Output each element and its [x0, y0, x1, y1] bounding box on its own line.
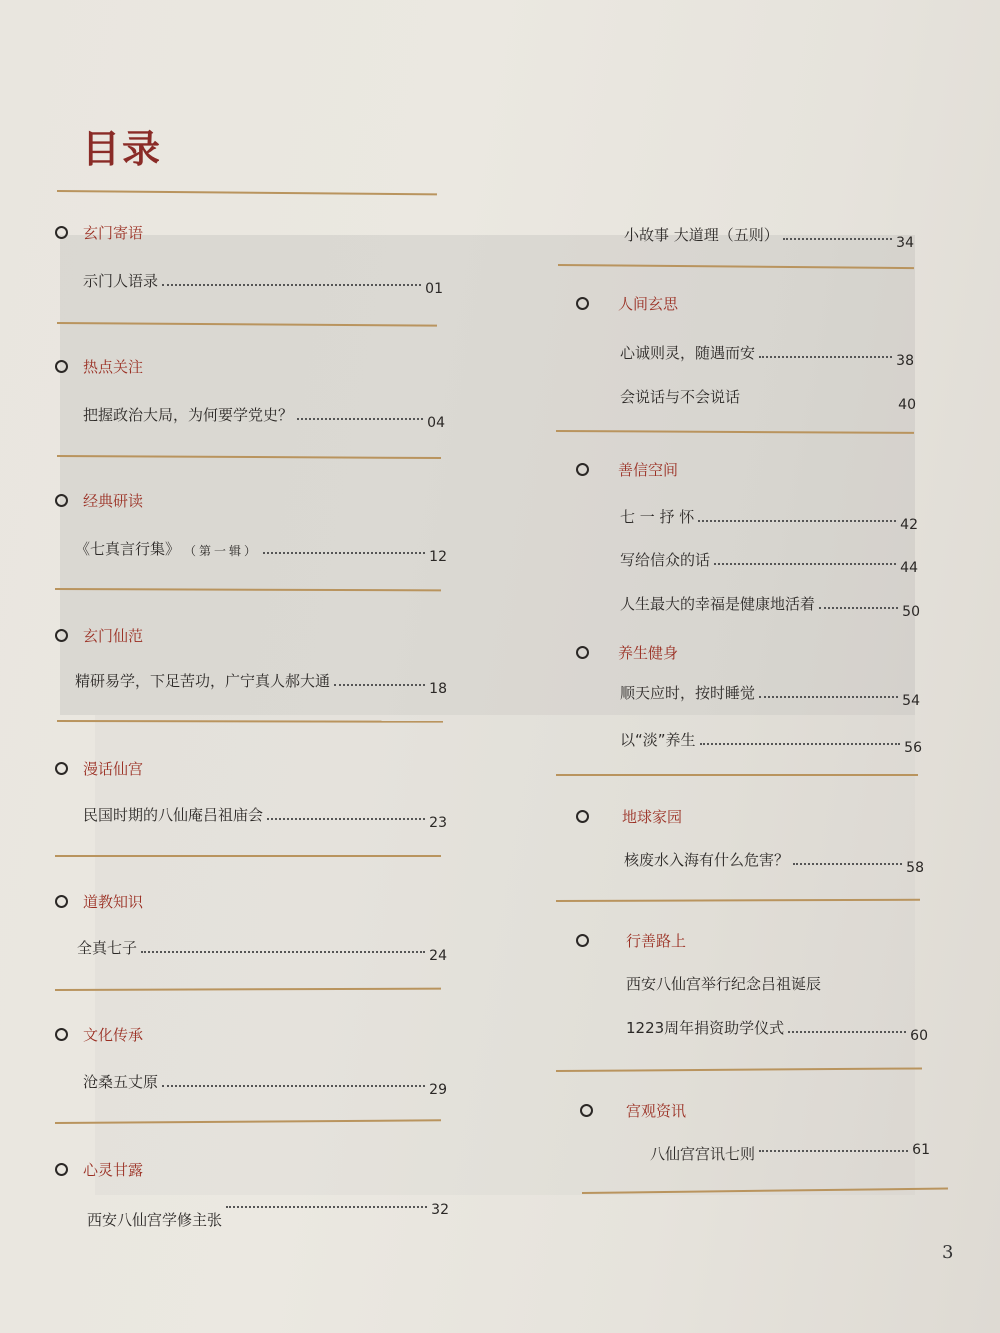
- section-heading-text: 人间玄思: [618, 295, 679, 313]
- section-heading: [576, 642, 678, 663]
- circle-bullet-icon: [576, 297, 589, 310]
- section-heading-text: 行善路上: [626, 932, 687, 950]
- toc-entry-title: 核废水入海有什么危害？: [624, 851, 790, 869]
- toc-entry-page: 58: [906, 860, 924, 876]
- leader-dots: [700, 743, 901, 745]
- toc-entry-page: 34: [896, 235, 914, 251]
- toc-entry-title: 七 一 抒 怀: [620, 508, 695, 526]
- leader-dots: [783, 238, 892, 240]
- toc-entry-page: 44: [900, 560, 918, 576]
- section-heading-text: 玄门寄语: [83, 224, 144, 242]
- background-print-through: [60, 235, 915, 715]
- toc-entry-title: 1223周年捐资助学仪式: [626, 1019, 785, 1037]
- circle-bullet-icon: [55, 360, 68, 373]
- leader-dots: [744, 400, 894, 402]
- leader-dots: [698, 520, 896, 522]
- toc-entry[interactable]: [77, 937, 447, 964]
- toc-entry-page: 18: [429, 681, 447, 697]
- circle-bullet-icon: [55, 895, 68, 908]
- section-heading-text: 文化传承: [83, 1026, 144, 1044]
- toc-entry-page: 40: [898, 397, 916, 413]
- toc-entry-subtitle: （第一辑）: [184, 544, 260, 558]
- circle-bullet-icon: [55, 226, 68, 239]
- circle-bullet-icon: [576, 646, 589, 659]
- toc-entry-page: 42: [900, 517, 918, 533]
- toc-entry[interactable]: [620, 549, 918, 576]
- toc-entry-page: 01: [425, 281, 443, 297]
- leader-dots: [162, 284, 421, 286]
- leader-dots: [759, 356, 892, 358]
- circle-bullet-icon: [55, 629, 68, 642]
- leader-dots: [334, 684, 425, 686]
- leader-dots: [263, 552, 425, 554]
- section-heading-text: 经典研读: [83, 492, 144, 510]
- circle-bullet-icon: [576, 934, 589, 947]
- toc-entry-title: 人生最大的幸福是健康地活着: [620, 595, 816, 613]
- toc-entry-title: 写给信众的话: [620, 551, 711, 569]
- toc-entry-page: 56: [904, 740, 922, 756]
- toc-entry[interactable]: [624, 224, 914, 251]
- toc-entry[interactable]: [620, 729, 922, 756]
- toc-entry-title: 小故事 大道理（五则）: [624, 226, 779, 244]
- divider: [556, 774, 918, 776]
- section-heading: [55, 1159, 143, 1180]
- section-heading-text: 善信空间: [618, 461, 679, 479]
- leader-dots: [793, 863, 902, 865]
- page-number: 3: [942, 1242, 954, 1263]
- circle-bullet-icon: [580, 1104, 593, 1117]
- toc-entry-page: 61: [912, 1142, 930, 1158]
- toc-entry-title: 民国时期的八仙庵吕祖庙会: [83, 806, 264, 824]
- divider: [55, 855, 441, 857]
- circle-bullet-icon: [55, 762, 68, 775]
- section-heading: [576, 930, 686, 951]
- toc-entry-page: 24: [429, 948, 447, 964]
- toc-entry-page: 54: [902, 693, 920, 709]
- toc-entry-page: 04: [427, 415, 445, 431]
- leader-dots: [759, 696, 898, 698]
- section-heading-text: 漫话仙宫: [83, 760, 144, 778]
- toc-entry-page: 23: [429, 815, 447, 831]
- toc-entry-title: 心诚则灵，随遇而安: [620, 344, 756, 362]
- toc-entry[interactable]: [83, 404, 445, 431]
- divider: [57, 190, 437, 195]
- toc-entry-page: 50: [902, 604, 920, 620]
- toc-entry-title: 顺天应时，按时睡觉: [620, 684, 756, 702]
- toc-entry-title: 西安八仙宫学修主张: [87, 1211, 223, 1229]
- leader-dots: [226, 1206, 427, 1208]
- toc-entry[interactable]: [75, 670, 447, 697]
- section-heading: [55, 356, 143, 377]
- section-heading-text: 玄门仙范: [83, 627, 144, 645]
- toc-entry-title: 示门人语录: [83, 272, 159, 290]
- section-heading-text: 心灵甘露: [83, 1161, 144, 1179]
- toc-entry-page: 12: [429, 549, 447, 565]
- section-heading: [576, 293, 678, 314]
- section-heading: [55, 1024, 143, 1045]
- circle-bullet-icon: [55, 494, 68, 507]
- toc-entry[interactable]: [624, 849, 924, 876]
- page-title: 目录: [82, 127, 163, 171]
- toc-entry[interactable]: [87, 1202, 449, 1230]
- toc-entry[interactable]: [620, 682, 920, 709]
- leader-dots: [141, 951, 425, 953]
- section-heading: [55, 222, 143, 243]
- section-heading: [55, 891, 143, 912]
- toc-entry-page: 60: [910, 1028, 928, 1044]
- toc-entry-title: 沧桑五丈原: [83, 1073, 159, 1091]
- toc-entry[interactable]: [650, 1143, 930, 1164]
- toc-entry-title: 以“淡”养生: [620, 731, 696, 749]
- toc-entry-title: 精研易学，下足苦功，广宁真人郝大通: [75, 672, 331, 690]
- toc-entry-title-line1: 西安八仙宫举行纪念吕祖诞辰: [626, 975, 822, 993]
- circle-bullet-icon: [576, 463, 589, 476]
- toc-entry[interactable]: [620, 593, 920, 620]
- section-heading-text: 宫观资讯: [626, 1102, 687, 1120]
- section-heading: [576, 459, 678, 480]
- toc-entry-page: 32: [431, 1202, 449, 1218]
- leader-dots: [297, 418, 423, 420]
- circle-bullet-icon: [55, 1163, 68, 1176]
- leader-dots: [759, 1150, 908, 1152]
- leader-dots: [788, 1031, 906, 1033]
- section-heading: [576, 806, 682, 827]
- section-heading: [55, 490, 143, 511]
- section-heading-text: 热点关注: [83, 358, 144, 376]
- toc-entry[interactable]: [626, 1017, 928, 1044]
- toc-entry-title: 会说话与不会说话: [620, 388, 741, 406]
- toc-entry[interactable]: [83, 270, 443, 297]
- toc-entry-page: 38: [896, 353, 914, 369]
- section-heading: [55, 625, 143, 646]
- leader-dots: [162, 1085, 425, 1087]
- toc-entry[interactable]: [620, 342, 914, 369]
- leader-dots: [714, 563, 896, 565]
- section-heading: [55, 758, 143, 779]
- leader-dots: [267, 818, 425, 820]
- toc-entry-title: 八仙宫宫讯七则: [650, 1145, 756, 1163]
- toc-entry[interactable]: [83, 804, 447, 831]
- circle-bullet-icon: [55, 1028, 68, 1041]
- toc-entry[interactable]: [83, 1071, 447, 1098]
- section-heading-text: 养生健身: [618, 644, 679, 662]
- toc-entry-page: 29: [429, 1082, 447, 1098]
- section-heading-text: 道教知识: [83, 893, 144, 911]
- toc-entry-title: 全真七子: [77, 939, 138, 957]
- toc-entry[interactable]: [620, 506, 918, 533]
- leader-dots: [819, 607, 898, 609]
- circle-bullet-icon: [576, 810, 589, 823]
- toc-entry-title: 《七真言行集》: [75, 540, 181, 558]
- toc-entry[interactable]: [620, 386, 916, 413]
- toc-entry-title: 把握政治大局，为何要学党史？: [83, 406, 294, 424]
- section-heading: [580, 1100, 686, 1121]
- section-heading-text: 地球家园: [622, 808, 683, 826]
- toc-entry[interactable]: [75, 538, 447, 565]
